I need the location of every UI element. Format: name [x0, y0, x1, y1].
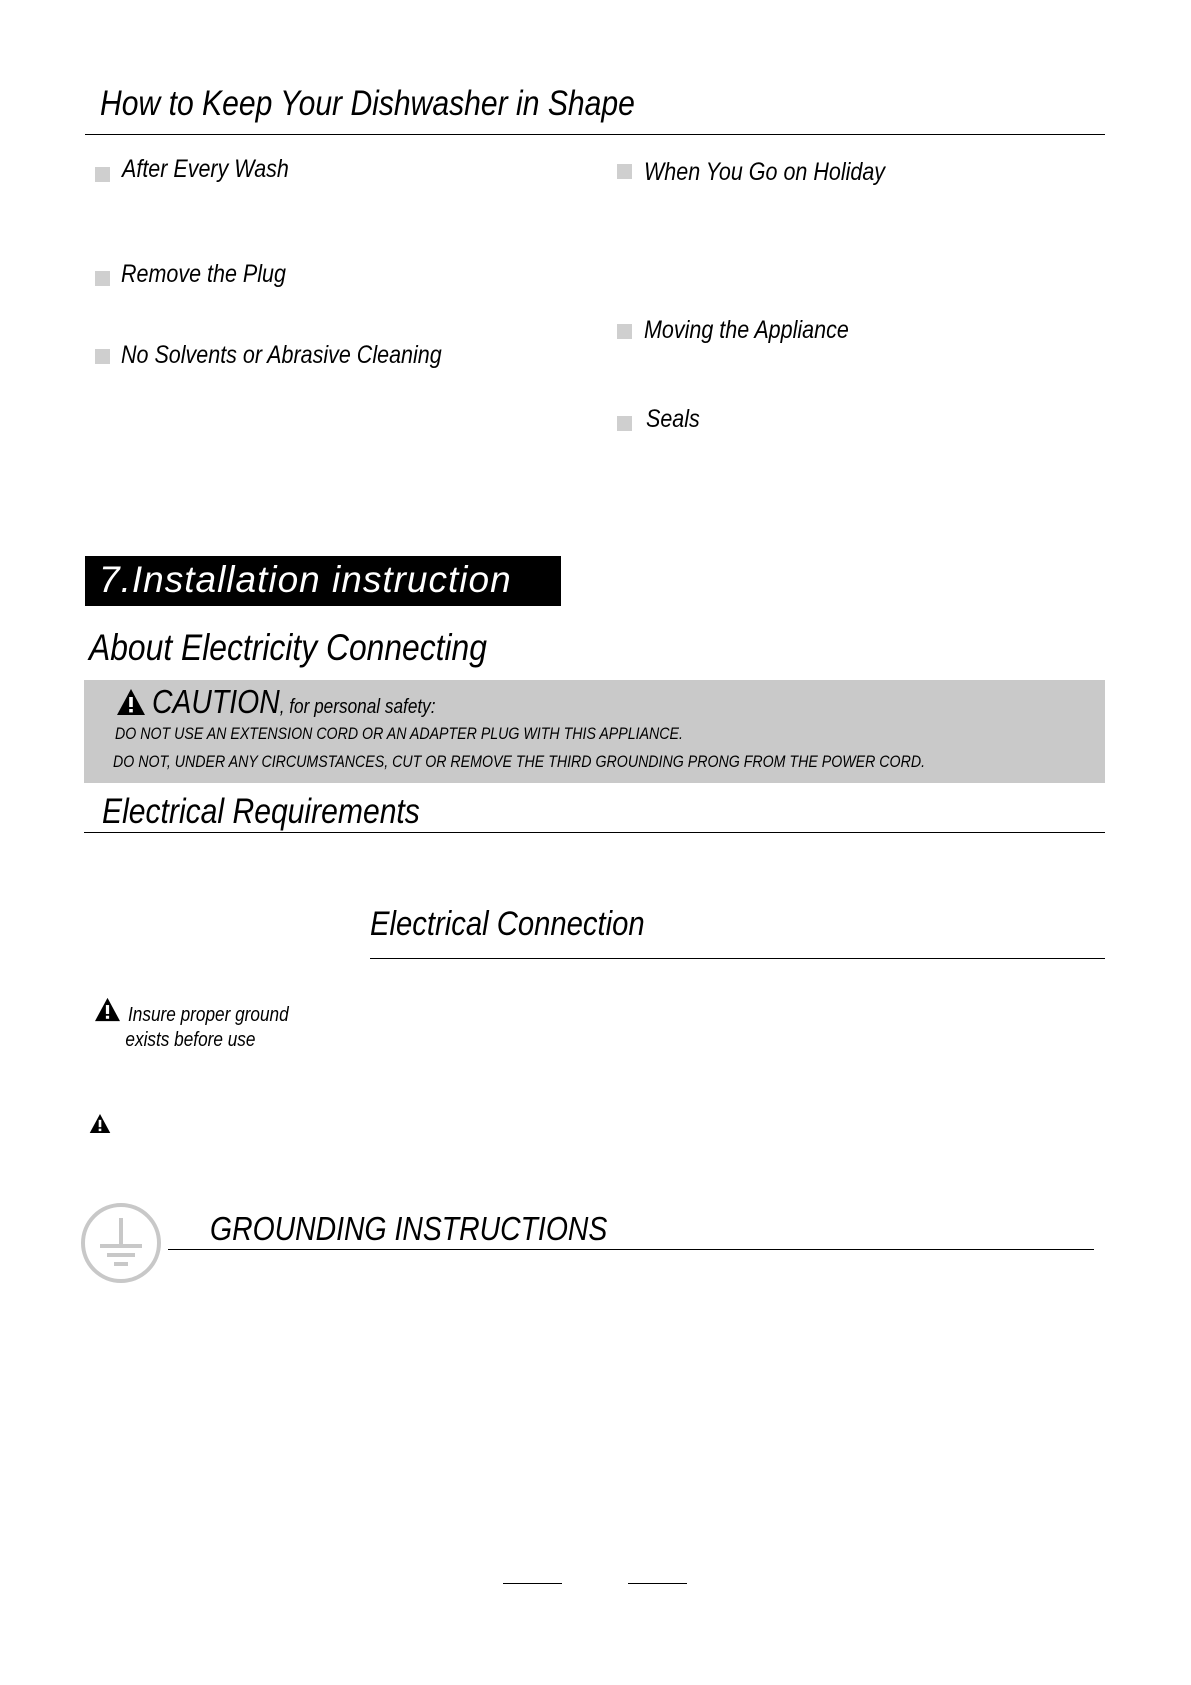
maintenance-item-holiday: When You Go on Holiday: [644, 158, 886, 186]
caution-suffix: , for personal safety:: [279, 696, 436, 718]
footer-rule-right: [628, 1583, 687, 1584]
page-title: How to Keep Your Dishwasher in Shape: [100, 84, 635, 123]
grounding-rule: [168, 1249, 1094, 1250]
bullet-square-icon: [617, 324, 632, 339]
bullet-square-icon: [95, 167, 110, 182]
section-banner: [85, 556, 561, 606]
bullet-square-icon: [617, 416, 632, 431]
ground-symbol-icon: [80, 1202, 162, 1284]
maintenance-item-moving: Moving the Appliance: [644, 316, 849, 344]
bullet-square-icon: [95, 271, 110, 286]
grounding-instructions-heading: GROUNDING INSTRUCTIONS: [210, 1210, 608, 1247]
ground-note-line-1: Insure proper ground: [128, 1004, 289, 1026]
maintenance-item-seals: Seals: [646, 405, 700, 433]
maintenance-item-remove-plug: Remove the Plug: [121, 260, 286, 288]
warning-icon: [89, 1113, 111, 1134]
electrical-requirements-heading: Electrical Requirements: [102, 792, 420, 831]
footer-rule-left: [503, 1583, 562, 1584]
electricity-subtitle: About Electricity Connecting: [89, 627, 487, 668]
caution-word: CAUTION: [152, 683, 280, 720]
requirements-rule: [84, 832, 1105, 833]
warning-icon: [116, 688, 146, 716]
warning-icon: [94, 997, 121, 1022]
caution-line-1: DO NOT USE AN EXTENSION CORD OR AN ADAPTER PLUG WITH THIS APPLIANCE.: [115, 725, 683, 743]
caution-box: [84, 680, 1105, 783]
bullet-square-icon: [617, 164, 632, 179]
maintenance-item-no-solvents: No Solvents or Abrasive Cleaning: [121, 341, 442, 369]
ground-note-line-2: exists before use: [125, 1029, 256, 1051]
connection-rule: [370, 958, 1105, 959]
maintenance-item-after-every-wash: After Every Wash: [122, 155, 289, 183]
bullet-square-icon: [95, 349, 110, 364]
caution-heading: [152, 683, 436, 721]
ground-note: [125, 1003, 289, 1053]
electrical-connection-heading: Electrical Connection: [370, 905, 645, 943]
title-rule: [85, 134, 1105, 135]
caution-line-2: DO NOT, UNDER ANY CIRCUMSTANCES, CUT OR REMOVE THE THIRD GROUNDING PRONG FROM THE POWER CORD.: [113, 753, 926, 771]
section-title: 7.Installation instruction: [99, 559, 512, 600]
